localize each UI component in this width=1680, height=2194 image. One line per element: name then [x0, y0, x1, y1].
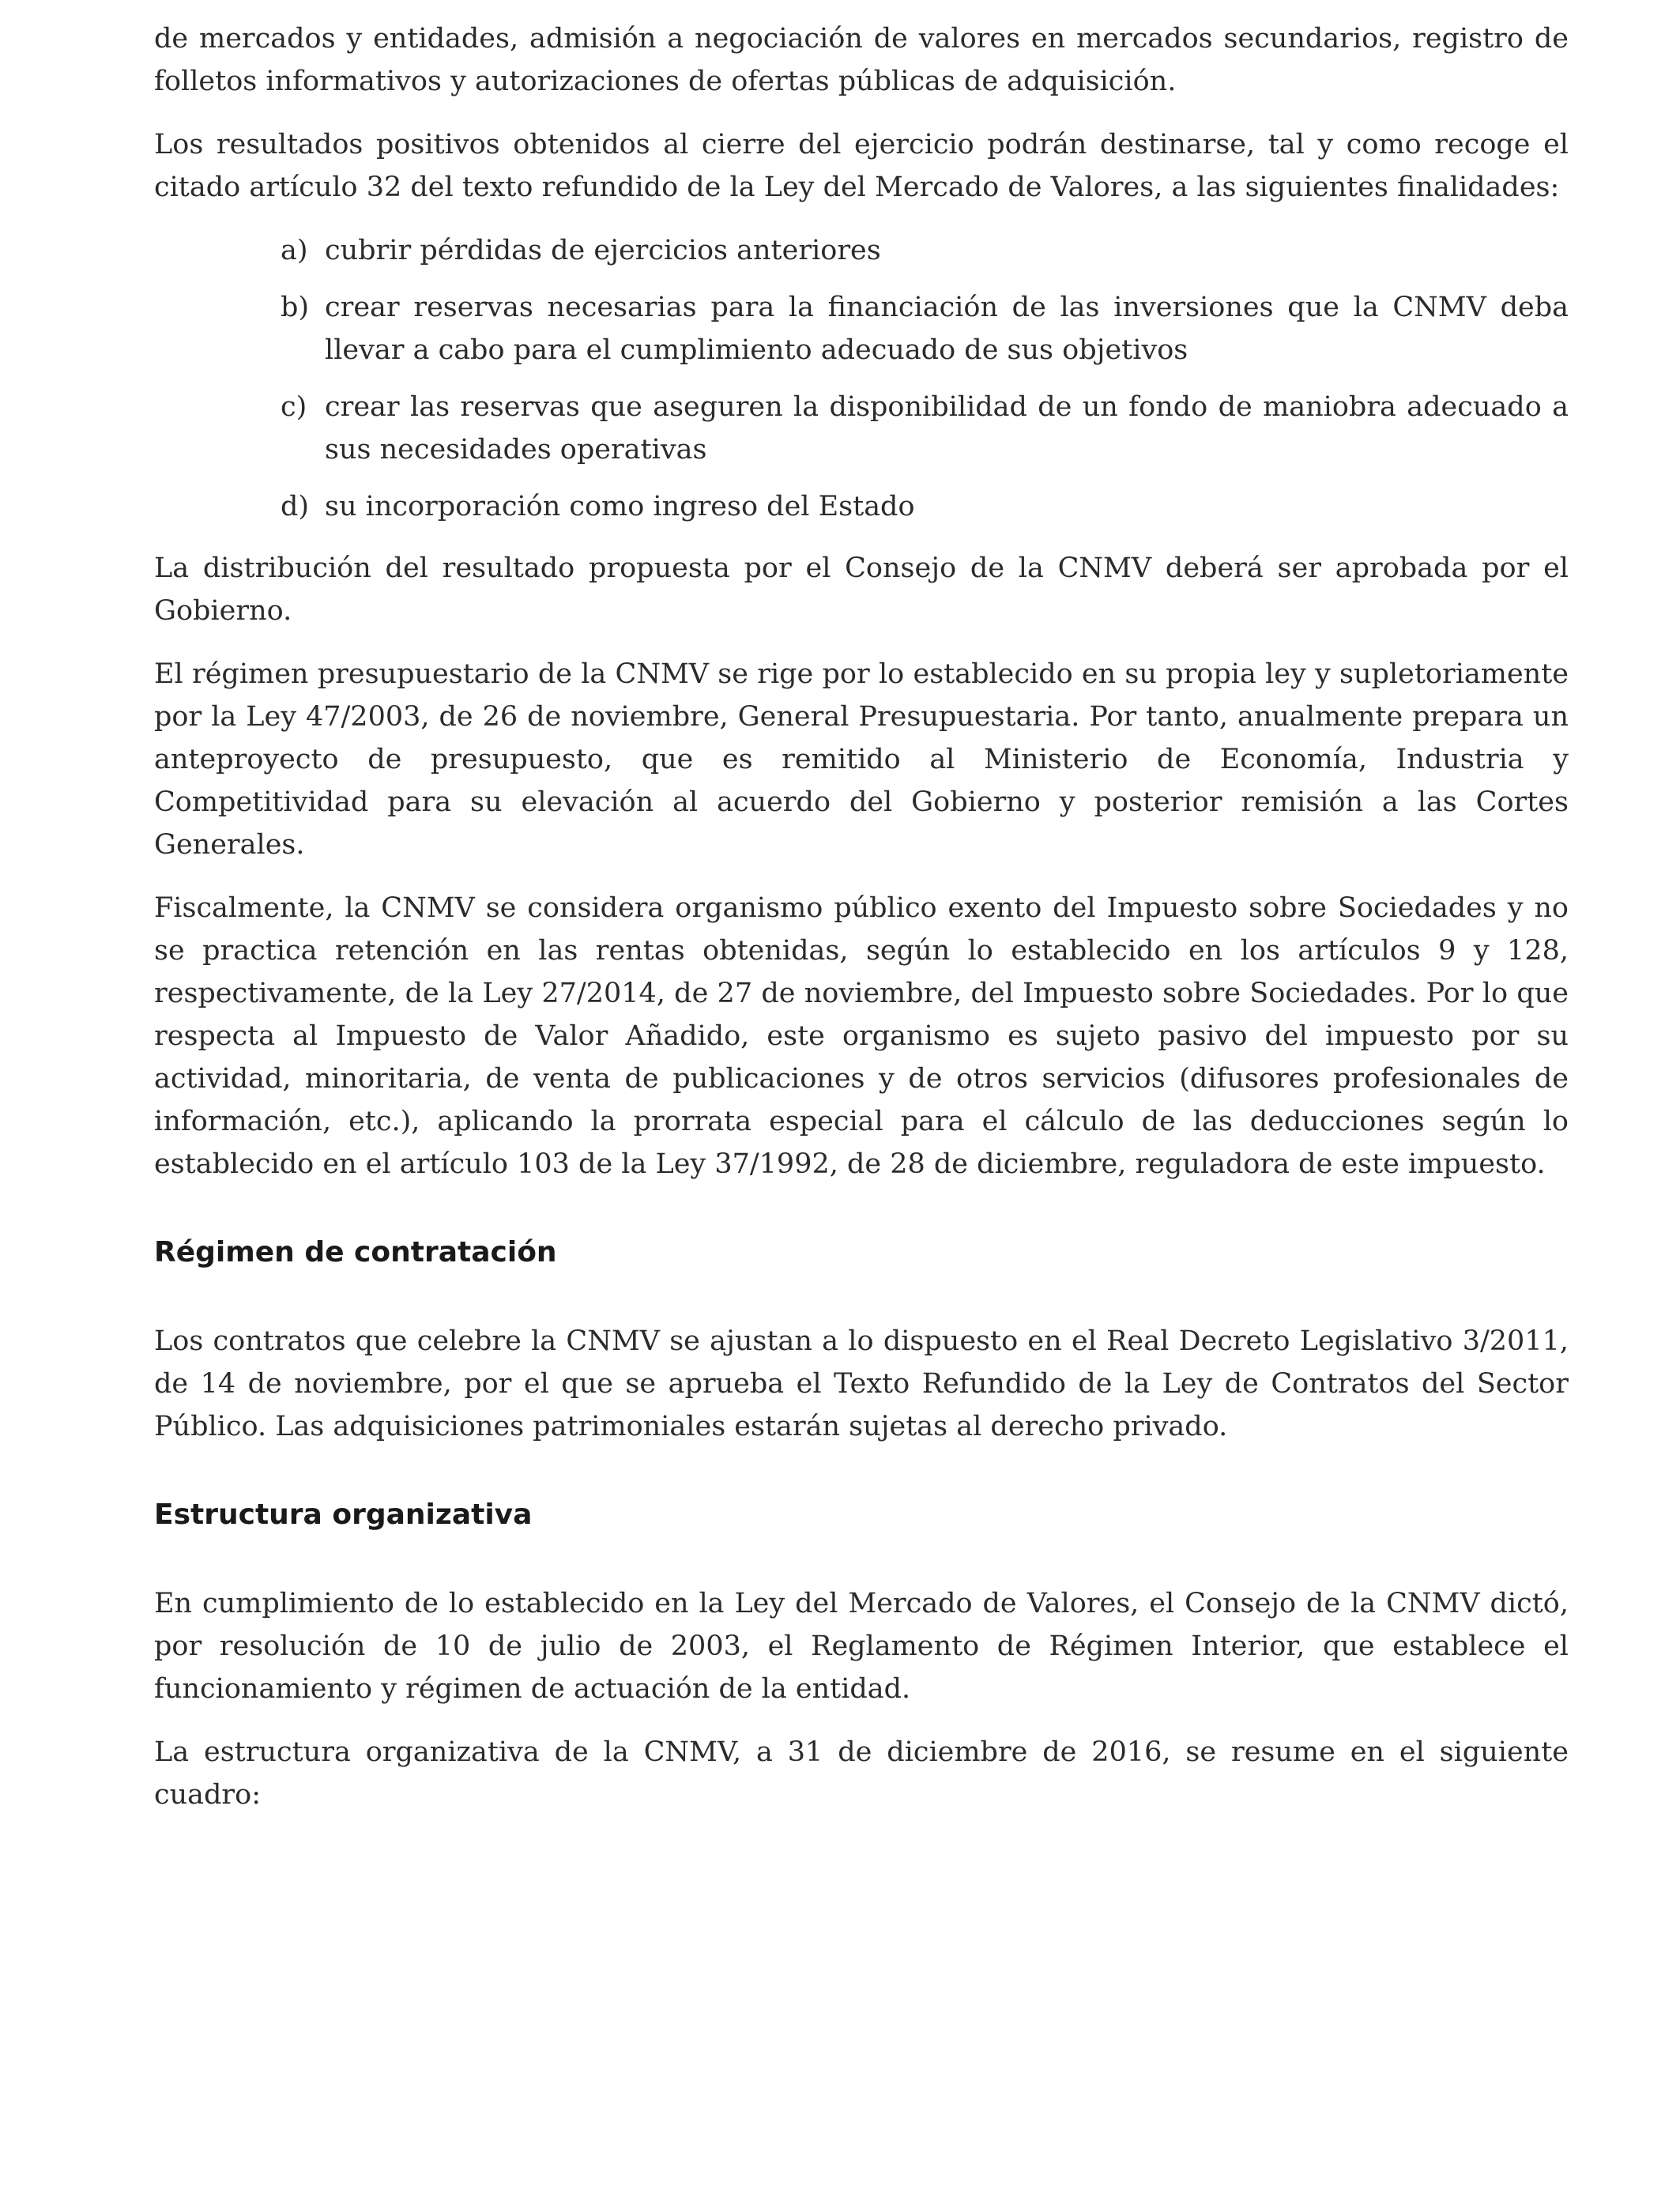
- paragraph-internal-regulation: En cumplimiento de lo establecido en la Ley del Mercado de Valores, el Consejo de la CNMV dictó, por resolución de 10 de julio de 2003, el Reglamento de Régimen Interior, que establece el funcionamiento y régimen de actuación de la entidad.: [154, 1588, 1569, 1705]
- paragraph-contracts: Los contratos que celebre la CNMV se ajustan a lo dispuesto en el Real Decreto Legislativo 3/2011, de 14 de noviembre, por el que se aprueba el Texto Refundido de la Ley de Contratos del Sector Público. Las adquisiciones patrimoniales estarán sujetas al derecho privado.: [154, 1325, 1569, 1442]
- list-item: [154, 286, 1569, 371]
- list-item-text: su incorporación como ingreso del Estado: [325, 491, 915, 522]
- purposes-list: [154, 229, 1569, 528]
- section-heading-contratacion: Régimen de contratación: [154, 1236, 557, 1269]
- paragraph-results-destination: Los resultados positivos obtenidos al cierre del ejercicio podrán destinarse, tal y como recoge el citado artículo 32 del texto refundido de la Ley del Mercado de Valores, a las siguientes finalidades:: [154, 129, 1569, 203]
- paragraph-budget-regime: El régimen presupuestario de la CNMV se rige por lo establecido en su propia ley y supletoriamente por la Ley 47/2003, de 26 de noviembre, General Presupuestaria. Por tanto, anualmente prepara un anteproyecto de presupuesto, que es remitido al Ministerio de Economía, Industria y Competitividad para su elevación al acuerdo del Gobierno y posterior remisión a las Cortes Generales.: [154, 658, 1569, 861]
- list-marker: b): [281, 292, 310, 323]
- section-heading-estructura: Estructura organizativa: [154, 1498, 533, 1531]
- paragraph-tax-regime: Fiscalmente, la CNMV se considera organismo público exento del Impuesto sobre Sociedades y no se practica retención en las rentas obtenidas, según lo establecido en los artículos 9 y 128, respectivamente, de la Ley 27/2014, de 27 de noviembre, del Impuesto sobre Sociedades. Por lo que respecta al Impuesto de Valor Añadido, este organismo es sujeto pasivo del impuesto por su actividad, minoritaria, de venta de publicaciones y de otros servicios (difusores profesionales de información, etc.), aplicando la prorrata especial para el cálculo de las deducciones según lo establecido en el artículo 103 de la Ley 37/1992, de 28 de diciembre, reguladora de este impuesto.: [154, 892, 1569, 1180]
- document-page: [154, 17, 1569, 1837]
- list-item: [154, 386, 1569, 471]
- paragraph-continuation: de mercados y entidades, admisión a negociación de valores en mercados secundarios, registro de folletos informativos y autorizaciones de ofertas públicas de adquisición.: [154, 23, 1569, 97]
- list-marker: a): [281, 235, 308, 266]
- list-item-text: crear reservas necesarias para la financiación de las inversiones que la CNMV deba llevar a cabo para el cumplimiento adecuado de sus objetivos: [325, 292, 1569, 366]
- list-item: [154, 229, 1569, 272]
- list-item: [154, 485, 1569, 528]
- paragraph-org-structure: La estructura organizativa de la CNMV, a 31 de diciembre de 2016, se resume en el siguiente cuadro:: [154, 1736, 1569, 1811]
- paragraph-distribution: La distribución del resultado propuesta por el Consejo de la CNMV deberá ser aprobada por el Gobierno.: [154, 552, 1569, 627]
- list-marker: d): [281, 491, 310, 522]
- list-marker: c): [281, 391, 307, 423]
- list-item-text: crear las reservas que aseguren la disponibilidad de un fondo de maniobra adecuado a sus necesidades operativas: [325, 391, 1569, 466]
- list-item-text: cubrir pérdidas de ejercicios anteriores: [325, 235, 881, 266]
